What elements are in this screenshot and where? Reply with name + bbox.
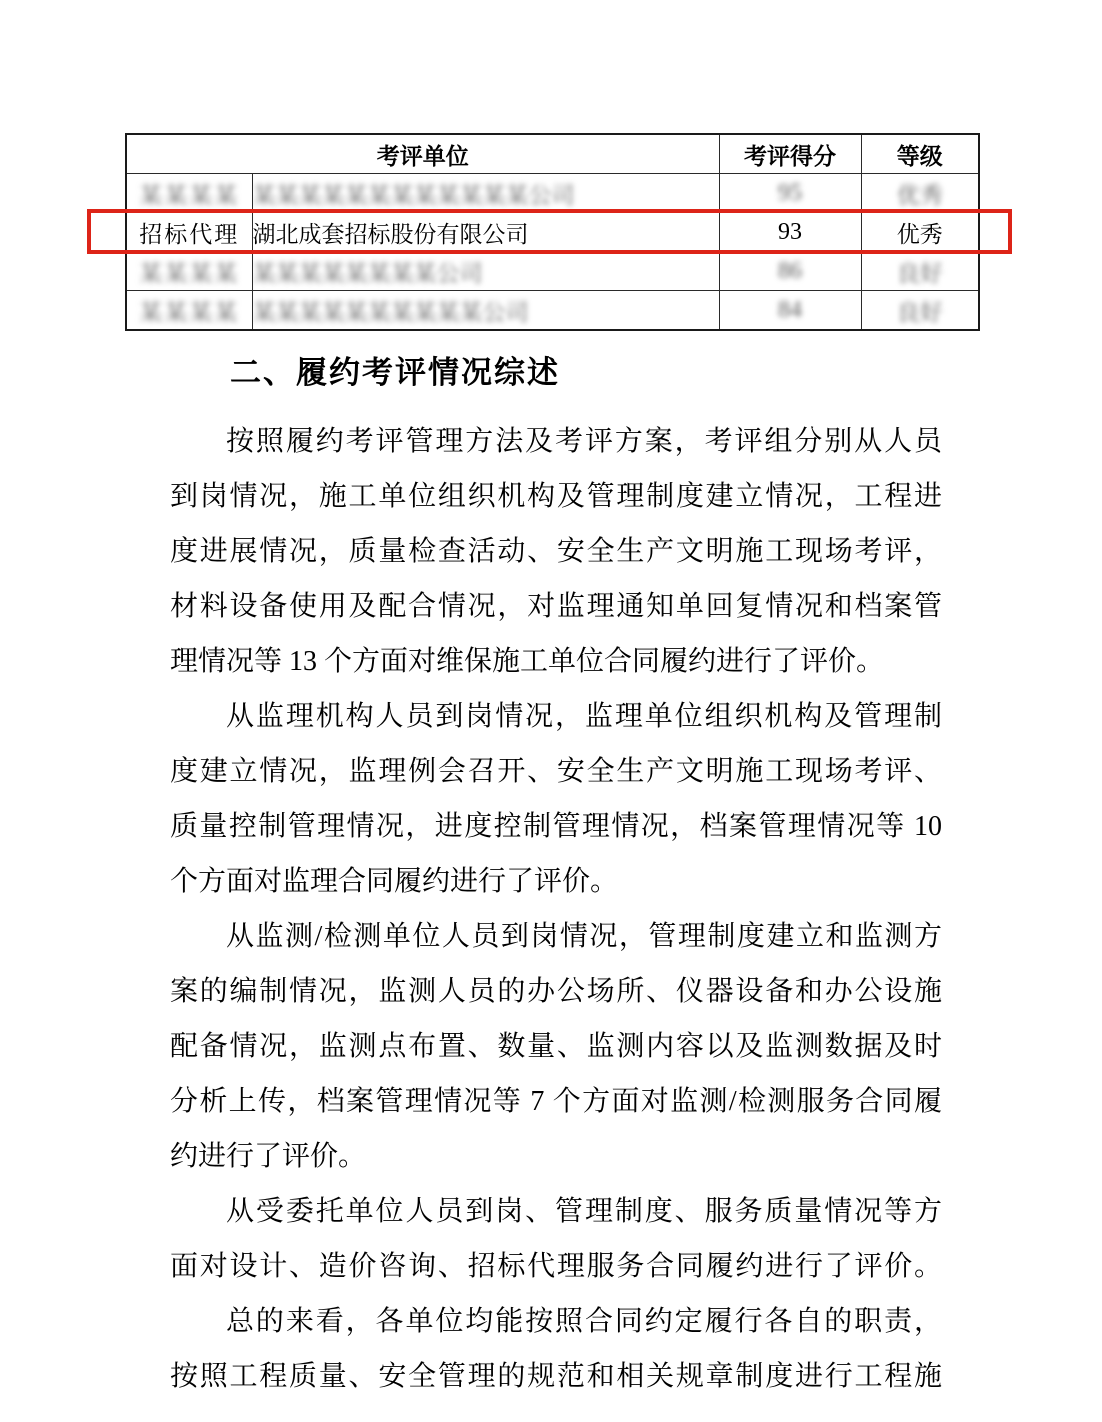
text-line: 度建立情况，监理例会召开、安全生产文明施工现场考评、	[170, 756, 942, 787]
text-line: 从受委托单位人员到岗、管理制度、服务质量情况等方	[226, 1196, 942, 1227]
text-line: 分析上传，档案管理情况等 7 个方面对监测/检测服务合同履	[170, 1086, 942, 1117]
text-line: 面对设计、造价咨询、招标代理服务合同履约进行了评价。	[170, 1251, 942, 1282]
text-line: 总的来看，各单位均能按照合同约定履行各自的职责，	[226, 1306, 942, 1337]
cell-category: 招标代理	[126, 213, 252, 252]
table-row-highlighted	[126, 213, 979, 252]
cell-company: 某某某某某某某某公司	[252, 252, 719, 291]
cell-score: 95	[719, 174, 861, 213]
cell-grade: 良好	[861, 291, 979, 331]
text-line: 案的编制情况，监测人员的办公场所、仪器设备和办公设施	[170, 976, 942, 1007]
text-line: 按照履约考评管理方法及考评方案，考评组分别从人员	[226, 426, 942, 457]
text-line: 按照工程质量、安全管理的规范和相关规章制度进行工程施	[170, 1361, 942, 1392]
text-line: 理情况等 13 个方面对维保施工单位合同履约进行了评价。	[170, 646, 885, 677]
cell-score: 86	[719, 252, 861, 291]
cell-score: 93	[719, 213, 861, 252]
text-line: 材料设备使用及配合情况，对监理通知单回复情况和档案管	[170, 591, 942, 622]
text-line: 从监理机构人员到岗情况，监理单位组织机构及管理制	[226, 701, 942, 732]
body-text	[170, 414, 942, 1404]
text-line: 从监测/检测单位人员到岗情况，管理制度建立和监测方	[226, 921, 942, 952]
cell-category: 某某某某	[126, 174, 252, 213]
cell-grade: 优秀	[861, 213, 979, 252]
table-header-row	[126, 134, 979, 174]
text-line: 到岗情况，施工单位组织机构及管理制度建立情况，工程进	[170, 481, 942, 512]
text-line: 配备情况，监测点布置、数量、监测内容以及监测数据及时	[170, 1031, 942, 1062]
section-heading: 二、履约考评情况综述	[230, 355, 560, 390]
cell-grade: 优秀	[861, 174, 979, 213]
cell-category: 某某某某	[126, 252, 252, 291]
cell-grade: 良好	[861, 252, 979, 291]
header-score: 考评得分	[719, 134, 861, 174]
text-line: 个方面对监理合同履约进行了评价。	[170, 866, 619, 897]
cell-company: 某某某某某某某某某某公司	[252, 291, 719, 331]
text-line: 约进行了评价。	[170, 1141, 367, 1172]
table-row-blurred-2	[126, 252, 979, 291]
evaluation-table	[125, 133, 980, 331]
text-line: 度进展情况，质量检查活动、安全生产文明施工现场考评，	[170, 536, 942, 567]
header-grade: 等级	[861, 134, 979, 174]
cell-category: 某某某某	[126, 291, 252, 331]
text-line: 质量控制管理情况，进度控制管理情况，档案管理情况等 10	[170, 811, 942, 842]
cell-company: 湖北成套招标股份有限公司	[252, 213, 719, 252]
header-unit: 考评单位	[126, 134, 719, 174]
cell-company: 某某某某某某某某某某某某公司	[252, 174, 719, 213]
table-row-blurred-1	[126, 174, 979, 213]
cell-score: 84	[719, 291, 861, 331]
table-row-blurred-3	[126, 291, 979, 331]
